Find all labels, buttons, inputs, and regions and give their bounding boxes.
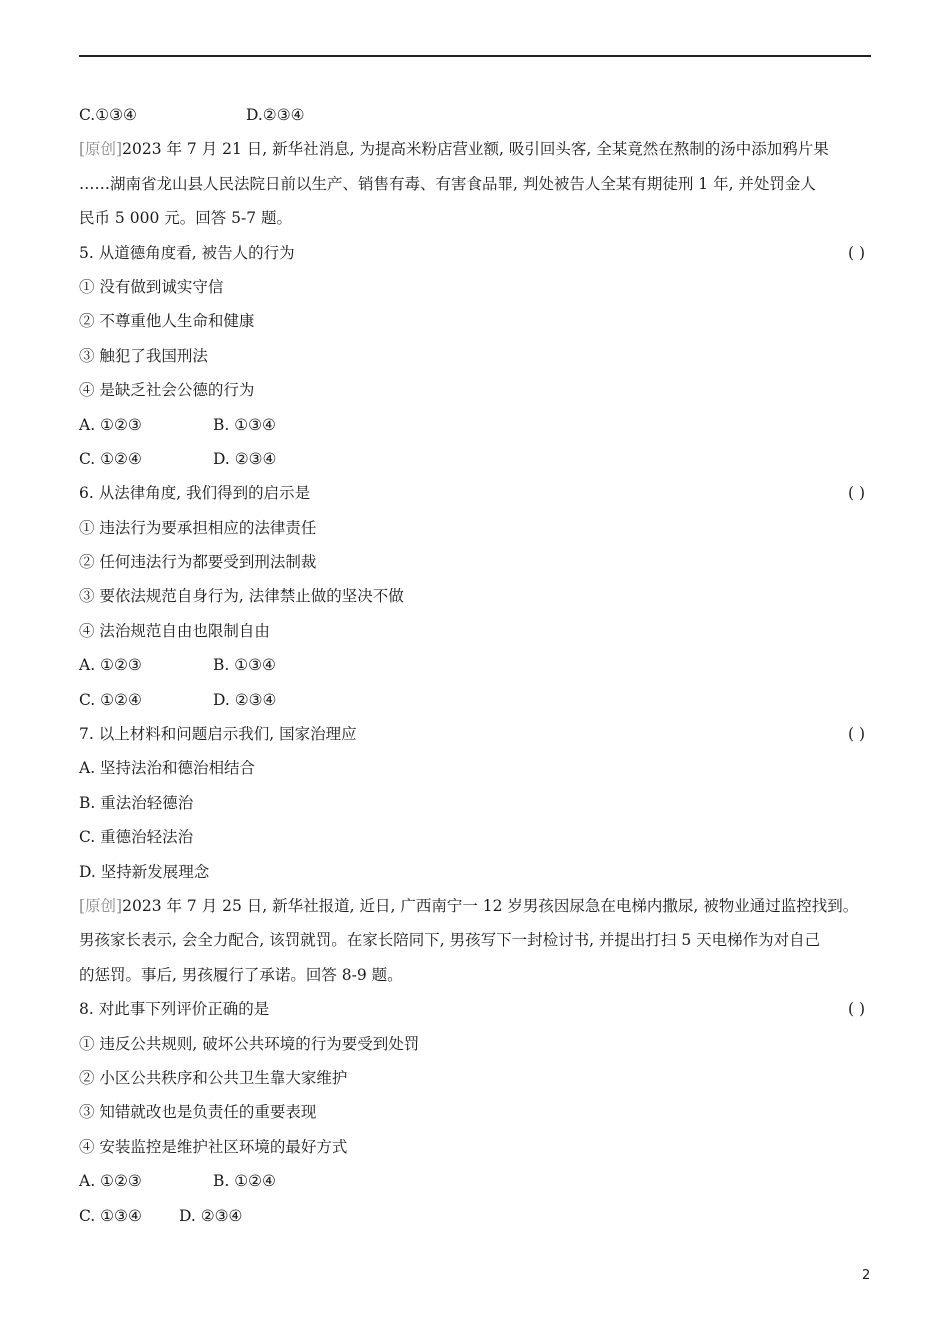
answer-bracket: ( ) [847, 243, 865, 262]
original-tag: [原创] [79, 140, 123, 159]
option-a: A. ①②③ [79, 415, 142, 434]
option-a: A. ①②③ [79, 656, 142, 675]
question-8-options-cd [79, 1199, 871, 1233]
question-8-options-ab [79, 1164, 871, 1198]
question-8-item-1: ① 违反公共规则, 破坏公共环境的行为要受到处罚 [79, 1034, 420, 1053]
material-2-line-3: 的惩罚。事后, 男孩履行了承诺。回答 8-9 题。 [79, 965, 403, 984]
prev-options [79, 98, 871, 132]
answer-bracket: ( ) [847, 484, 865, 503]
question-7-option-a: A. 坚持法治和德治相结合 [79, 759, 256, 778]
question-5-stem: 5. 从道德角度看, 被告人的行为 ( ) [79, 236, 871, 270]
question-6-item-4: ④ 法治规范自由也限制自由 [79, 621, 270, 640]
question-6-item-2: ② 任何违法行为都要受到刑法制裁 [79, 553, 317, 572]
option-c: C. ①③④ [79, 1206, 142, 1225]
option-d: D.②③④ [246, 106, 305, 124]
question-8-stem: 8. 对此事下列评价正确的是 ( ) [79, 992, 871, 1026]
question-5-item-4: ④ 是缺乏社会公德的行为 [79, 381, 255, 400]
material-2-line-1: [原创]2023 年 7 月 25 日, 新华社报道, 近日, 广西南宁一 12 岁男孩因尿急在电梯内撒尿, 被物业通过监控找到。 [79, 896, 859, 915]
original-tag: [原创] [79, 896, 123, 915]
page-content [79, 98, 871, 1233]
header-rule [79, 55, 871, 57]
question-5-item-2: ② 不尊重他人生命和健康 [79, 312, 255, 331]
question-8-item-4: ④ 安装监控是维护社区环境的最好方式 [79, 1137, 348, 1156]
option-d: D. ②③④ [213, 449, 277, 468]
page-number: 2 [862, 1268, 871, 1283]
question-7-option-c: C. 重德治轻法治 [79, 828, 194, 847]
question-7-stem: 7. 以上材料和问题启示我们, 国家治理应 ( ) [79, 717, 871, 751]
option-a: A. ①②③ [79, 1172, 142, 1191]
material-1-line-3: 民币 5 000 元。回答 5-7 题。 [79, 209, 293, 228]
question-6-options-ab [79, 648, 871, 682]
question-5-options-cd [79, 442, 871, 476]
option-b: B. ①③④ [213, 656, 276, 675]
answer-bracket: ( ) [847, 1000, 865, 1019]
option-c: C.①③④ [79, 106, 137, 124]
option-d: D. ②③④ [213, 690, 277, 709]
question-7-option-d: D. 坚持新发展理念 [79, 862, 210, 881]
question-6-options-cd [79, 683, 871, 717]
question-6-item-3: ③ 要依法规范自身行为, 法律禁止做的坚决不做 [79, 587, 404, 606]
question-5-options-ab [79, 408, 871, 442]
question-6-stem: 6. 从法律角度, 我们得到的启示是 ( ) [79, 476, 871, 510]
question-5-item-3: ③ 触犯了我国刑法 [79, 346, 208, 365]
question-5-item-1: ① 没有做到诚实守信 [79, 277, 224, 296]
material-1-line-1: [原创]2023 年 7 月 21 日, 新华社消息, 为提高米粉店营业额, 吸引回头客, 全某竟然在熬制的汤中添加鸦片果 [79, 140, 829, 159]
answer-bracket: ( ) [847, 725, 865, 744]
question-8-item-2: ② 小区公共秩序和公共卫生靠大家维护 [79, 1068, 348, 1087]
option-b: B. ①③④ [213, 415, 276, 434]
option-d: D. ②③④ [179, 1206, 243, 1225]
question-6-item-1: ① 违法行为要承担相应的法律责任 [79, 518, 317, 537]
question-8-item-3: ③ 知错就改也是负责任的重要表现 [79, 1103, 317, 1122]
material-2-line-2: 男孩家长表示, 会全力配合, 该罚就罚。在家长陪同下, 男孩写下一封检讨书, 并提出打扫 5 天电梯作为对自己 [79, 931, 821, 950]
option-c: C. ①②④ [79, 449, 142, 468]
option-b: B. ①②④ [213, 1172, 276, 1191]
option-c: C. ①②④ [79, 690, 142, 709]
material-1-line-2: ……湖南省龙山县人民法院日前以生产、销售有毒、有害食品罪, 判处被告人全某有期徒刑 1 年, 并处罚金人 [79, 174, 816, 193]
question-7-option-b: B. 重法治轻德治 [79, 793, 194, 812]
